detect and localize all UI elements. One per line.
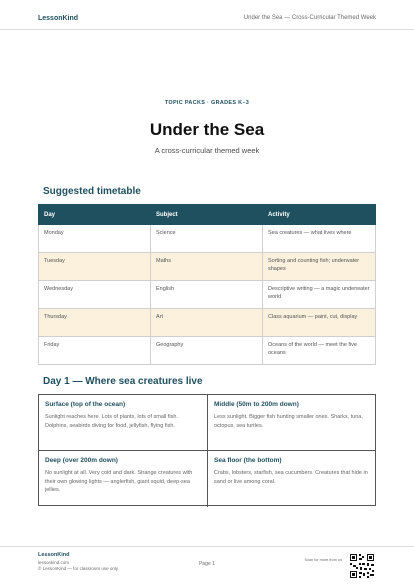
zone-description: Sunlight reaches here. Lots of plants, lots of small fish. Dolphins, seabirds diving for food, jellyfish, flying fish. xyxy=(45,414,178,429)
activity-cell: Sea creatures — what lives where xyxy=(263,225,376,253)
zone-card-deep xyxy=(39,451,208,507)
zone-description: Crabs, lobsters, starfish, sea cucumbers. Creatures that hide in sand or live among coral. xyxy=(214,470,368,485)
page-footer xyxy=(0,546,414,585)
page-number: Page 1 xyxy=(199,561,215,567)
column-header-day: Day xyxy=(39,205,151,225)
day-cell: Thursday xyxy=(39,309,151,337)
subject-cell: Geography xyxy=(151,337,263,365)
subject-cell: Art xyxy=(151,309,263,337)
timetable xyxy=(38,204,376,365)
zone-description: Less sunlight. Bigger fish hunting smaller ones. Sharks, tuna, octopus, sea turtles. xyxy=(214,414,363,429)
table-row xyxy=(39,281,376,309)
day1-heading: Day 1 — Where sea creatures live xyxy=(43,376,203,387)
zone-card-sea-floor xyxy=(208,451,375,507)
zone-title: Sea floor (the bottom) xyxy=(214,457,282,464)
day-cell: Friday xyxy=(39,337,151,365)
day-cell: Tuesday xyxy=(39,253,151,281)
subject-cell: Science xyxy=(151,225,263,253)
zone-card-middle xyxy=(208,395,375,451)
ocean-zones-grid xyxy=(38,394,376,506)
qr-caption: Scan for more from us xyxy=(304,558,342,562)
footer-copyright: © LessonKind — for classroom use only xyxy=(38,566,119,571)
timetable-heading: Suggested timetable xyxy=(43,186,141,197)
activity-cell: Class aquarium — paint, cut, display xyxy=(263,309,376,337)
zone-title: Surface (top of the ocean) xyxy=(45,401,126,408)
table-row xyxy=(39,337,376,365)
column-header-subject: Subject xyxy=(151,205,263,225)
zone-title: Middle (50m to 200m down) xyxy=(214,401,299,408)
footer-site-link[interactable]: lessonkind.com xyxy=(38,560,70,565)
subject-cell: English xyxy=(151,281,263,309)
header-document-title: Under the Sea — Cross-Curricular Themed Week xyxy=(243,15,376,21)
footer-brand: LessonKind xyxy=(38,552,70,558)
zone-card-surface xyxy=(39,395,208,451)
timetable-header-row xyxy=(39,205,376,225)
day-cell: Wednesday xyxy=(39,281,151,309)
activity-cell: Oceans of the world — meet the five oceans xyxy=(263,337,376,365)
activity-cell: Sorting and counting fish; underwater shapes xyxy=(263,253,376,281)
page-title: Under the Sea xyxy=(149,120,265,139)
zone-description: No sunlight at all. Very cold and dark. Strange creatures with their own glowing lights — anglerfish, giant squid, deep-sea jellies. xyxy=(45,470,193,494)
column-header-activity: Activity xyxy=(263,205,376,225)
table-row xyxy=(39,225,376,253)
header-brand[interactable]: LessonKind xyxy=(38,15,79,22)
table-row xyxy=(39,309,376,337)
zone-title: Deep (over 200m down) xyxy=(45,457,118,464)
qr-code-icon[interactable] xyxy=(349,553,375,579)
subject-cell: Maths xyxy=(151,253,263,281)
page-subtitle: A cross-curricular themed week xyxy=(154,146,260,155)
activity-cell: Descriptive writing — a magic underwater world xyxy=(263,281,376,309)
page-header xyxy=(0,0,414,30)
table-row xyxy=(39,253,376,281)
day-cell: Monday xyxy=(39,225,151,253)
topic-eyebrow: TOPIC PACKS · GRADES K–3 xyxy=(164,100,250,106)
